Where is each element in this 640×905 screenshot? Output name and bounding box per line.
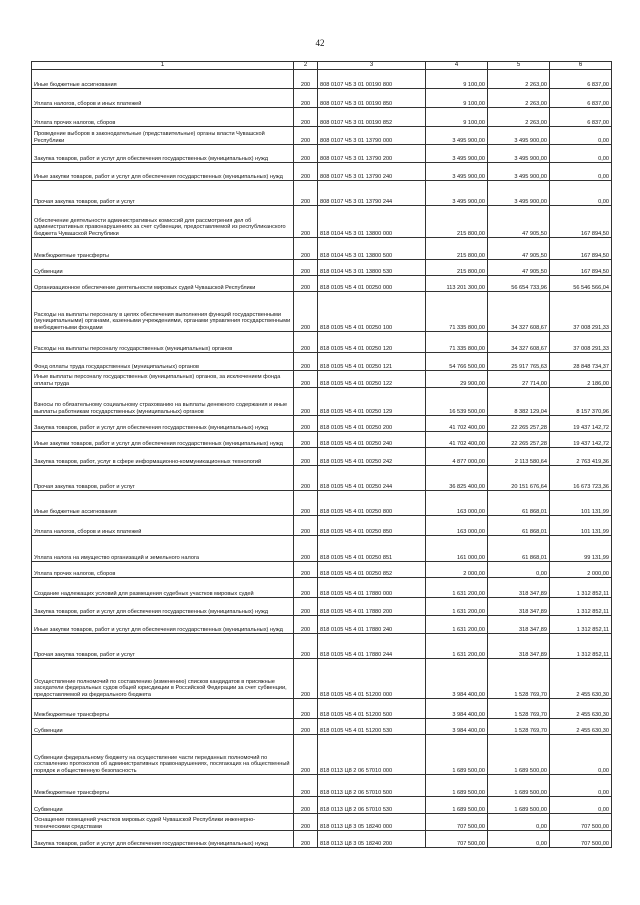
row-approved-cell: 3 495 900,00 (426, 145, 488, 163)
row-classification-cell: 818 0105 Ч5 4 01 00250 200 (318, 416, 426, 432)
table-row (32, 536, 612, 562)
row-name-cell: Иные бюджетные ассигнования (32, 70, 294, 89)
row-approved-cell: 1 631 200,00 (426, 578, 488, 598)
row-code-cell: 200 (294, 145, 318, 163)
row-code-cell: 200 (294, 70, 318, 89)
row-unexecuted-cell: 0,00 (550, 145, 612, 163)
row-unexecuted-cell: 19 437 142,72 (550, 432, 612, 448)
column-header: 6 (550, 62, 612, 70)
table-row (32, 371, 612, 388)
row-approved-cell: 707 500,00 (426, 831, 488, 848)
row-name-cell: Уплата налога на имущество организаций и земельного налога (32, 536, 294, 562)
row-code-cell: 200 (294, 466, 318, 491)
row-approved-cell: 3 495 900,00 (426, 163, 488, 181)
row-code-cell: 200 (294, 371, 318, 388)
row-approved-cell: 2 000,00 (426, 562, 488, 578)
row-classification-cell: 808 0107 Ч5 3 01 13790 000 (318, 127, 426, 145)
row-classification-cell: 818 0105 Ч5 4 01 00250 800 (318, 491, 426, 516)
row-name-cell: Проведение выборов в законодательные (представительные) органы власти Чувашской Республики (32, 127, 294, 145)
row-approved-cell: 3 495 900,00 (426, 127, 488, 145)
row-name-cell: Уплата налогов, сборов и иных платежей (32, 89, 294, 108)
row-approved-cell: 3 984 400,00 (426, 659, 488, 699)
row-executed-cell: 3 495 900,00 (488, 127, 550, 145)
column-number-row (32, 62, 612, 70)
table-row (32, 634, 612, 659)
row-code-cell: 200 (294, 699, 318, 719)
table-row (32, 735, 612, 775)
row-approved-cell: 1 631 200,00 (426, 598, 488, 616)
row-classification-cell: 818 0105 Ч5 4 01 51200 530 (318, 719, 426, 735)
row-executed-cell: 2 263,00 (488, 70, 550, 89)
row-unexecuted-cell: 0,00 (550, 775, 612, 797)
row-executed-cell: 3 495 900,00 (488, 145, 550, 163)
table-row (32, 516, 612, 536)
row-name-cell: Иные выплаты персоналу государственных (муниципальных) органов, за исключением фонда оплаты труда (32, 371, 294, 388)
row-code-cell: 200 (294, 735, 318, 775)
row-classification-cell: 818 0113 Ц8 3 05 18240 000 (318, 814, 426, 831)
row-name-cell: Субвенции (32, 719, 294, 735)
row-executed-cell: 1 528 769,70 (488, 699, 550, 719)
row-approved-cell: 29 900,00 (426, 371, 488, 388)
row-name-cell: Субвенции (32, 260, 294, 276)
row-code-cell: 200 (294, 659, 318, 699)
row-name-cell: Создание надлежащих условий для размещения судебных участков мировых судей (32, 578, 294, 598)
row-classification-cell: 818 0105 Ч5 4 01 51200 000 (318, 659, 426, 699)
row-classification-cell: 808 0107 Ч5 3 01 13790 240 (318, 163, 426, 181)
row-classification-cell: 818 0105 Ч5 4 01 00250 129 (318, 388, 426, 416)
row-name-cell: Уплата прочих налогов, сборов (32, 108, 294, 127)
row-approved-cell: 9 100,00 (426, 108, 488, 127)
row-name-cell: Закупка товаров, работ, услуг в сфере информационно-коммуникационных технологий (32, 448, 294, 466)
row-executed-cell: 34 327 608,67 (488, 332, 550, 353)
row-unexecuted-cell: 167 894,50 (550, 206, 612, 238)
row-executed-cell: 318 347,89 (488, 578, 550, 598)
row-classification-cell: 818 0105 Ч5 4 01 00250 100 (318, 292, 426, 332)
row-approved-cell: 71 335 800,00 (426, 292, 488, 332)
row-name-cell: Иные закупки товаров, работ и услуг для обеспечения государственных (муниципальных) нужд (32, 616, 294, 634)
row-executed-cell: 22 265 257,28 (488, 432, 550, 448)
column-header: 3 (318, 62, 426, 70)
row-classification-cell: 818 0105 Ч5 4 01 00250 240 (318, 432, 426, 448)
row-unexecuted-cell: 167 894,50 (550, 238, 612, 260)
row-executed-cell: 2 263,00 (488, 108, 550, 127)
column-header: 2 (294, 62, 318, 70)
row-classification-cell: 818 0104 Ч5 3 01 13800 530 (318, 260, 426, 276)
row-classification-cell: 818 0105 Ч5 4 01 00250 850 (318, 516, 426, 536)
row-unexecuted-cell: 2 186,00 (550, 371, 612, 388)
row-name-cell: Оснащение помещений участков мировых судей Чувашской Республики инженерно-техническими средствами (32, 814, 294, 831)
row-classification-cell: 808 0107 Ч5 3 01 00190 852 (318, 108, 426, 127)
table-row (32, 127, 612, 145)
row-approved-cell: 1 689 500,00 (426, 797, 488, 814)
row-unexecuted-cell: 707 500,00 (550, 831, 612, 848)
table-row (32, 831, 612, 848)
row-unexecuted-cell: 37 008 291,33 (550, 332, 612, 353)
row-unexecuted-cell: 6 837,00 (550, 89, 612, 108)
row-code-cell: 200 (294, 719, 318, 735)
row-classification-cell: 818 0105 Ч5 4 01 00250 851 (318, 536, 426, 562)
row-unexecuted-cell: 28 848 734,37 (550, 353, 612, 371)
row-name-cell: Субвенции (32, 797, 294, 814)
row-approved-cell: 215 800,00 (426, 260, 488, 276)
row-executed-cell: 61 868,01 (488, 491, 550, 516)
row-approved-cell: 3 984 400,00 (426, 719, 488, 735)
row-approved-cell: 163 000,00 (426, 516, 488, 536)
row-code-cell: 200 (294, 562, 318, 578)
row-name-cell: Закупка товаров, работ и услуг для обеспечения государственных (муниципальных) нужд (32, 831, 294, 848)
row-classification-cell: 808 0107 Ч5 3 01 13790 244 (318, 181, 426, 206)
table-row (32, 699, 612, 719)
row-code-cell: 200 (294, 491, 318, 516)
row-executed-cell: 25 917 765,63 (488, 353, 550, 371)
row-name-cell: Прочая закупка товаров, работ и услуг (32, 634, 294, 659)
row-executed-cell: 61 868,01 (488, 516, 550, 536)
row-executed-cell: 1 689 500,00 (488, 797, 550, 814)
table-row (32, 332, 612, 353)
budget-table (31, 61, 612, 848)
row-unexecuted-cell: 101 131,99 (550, 516, 612, 536)
row-unexecuted-cell: 1 312 852,11 (550, 578, 612, 598)
row-unexecuted-cell: 0,00 (550, 797, 612, 814)
row-code-cell: 200 (294, 616, 318, 634)
row-approved-cell: 161 000,00 (426, 536, 488, 562)
row-name-cell: Осуществление полномочий по составлению (изменению) списков кандидатов в присяжные заседатели федеральных судов общей юрисдикции в Российской Федерации за счет субвенции, предоставляемой из федерального бюджета (32, 659, 294, 699)
table-row (32, 388, 612, 416)
row-classification-cell: 808 0107 Ч5 3 01 13790 200 (318, 145, 426, 163)
table-row (32, 814, 612, 831)
row-name-cell: Прочая закупка товаров, работ и услуг (32, 181, 294, 206)
row-classification-cell: 818 0113 Ц8 2 06 57010 000 (318, 735, 426, 775)
row-unexecuted-cell: 0,00 (550, 163, 612, 181)
row-classification-cell: 818 0105 Ч5 4 01 00250 242 (318, 448, 426, 466)
row-approved-cell: 9 100,00 (426, 89, 488, 108)
table-row (32, 775, 612, 797)
row-executed-cell: 318 347,89 (488, 616, 550, 634)
row-approved-cell: 3 984 400,00 (426, 699, 488, 719)
row-approved-cell: 9 100,00 (426, 70, 488, 89)
row-unexecuted-cell: 707 500,00 (550, 814, 612, 831)
row-classification-cell: 818 0105 Ч5 4 01 17880 240 (318, 616, 426, 634)
table-row (32, 416, 612, 432)
row-classification-cell: 808 0107 Ч5 3 01 00190 800 (318, 70, 426, 89)
row-code-cell: 200 (294, 536, 318, 562)
row-unexecuted-cell: 1 312 852,11 (550, 634, 612, 659)
row-executed-cell: 2 113 580,64 (488, 448, 550, 466)
row-executed-cell: 22 265 257,28 (488, 416, 550, 432)
row-executed-cell: 56 654 733,96 (488, 276, 550, 292)
row-executed-cell: 27 714,00 (488, 371, 550, 388)
row-unexecuted-cell: 0,00 (550, 181, 612, 206)
row-unexecuted-cell: 99 131,99 (550, 536, 612, 562)
column-header: 4 (426, 62, 488, 70)
row-approved-cell: 163 000,00 (426, 491, 488, 516)
row-classification-cell: 818 0105 Ч5 4 01 17880 000 (318, 578, 426, 598)
row-approved-cell: 1 689 500,00 (426, 775, 488, 797)
row-name-cell: Организационное обеспечение деятельности мировых судей Чувашской Республики (32, 276, 294, 292)
column-header: 5 (488, 62, 550, 70)
table-row (32, 562, 612, 578)
row-name-cell: Межбюджетные трансферты (32, 775, 294, 797)
row-unexecuted-cell: 19 437 142,72 (550, 416, 612, 432)
row-executed-cell: 3 495 900,00 (488, 181, 550, 206)
row-name-cell: Уплата прочих налогов, сборов (32, 562, 294, 578)
row-classification-cell: 808 0107 Ч5 3 01 00190 850 (318, 89, 426, 108)
row-unexecuted-cell: 56 546 566,04 (550, 276, 612, 292)
row-unexecuted-cell: 16 673 723,36 (550, 466, 612, 491)
row-unexecuted-cell: 2 455 630,30 (550, 719, 612, 735)
row-code-cell: 200 (294, 276, 318, 292)
row-code-cell: 200 (294, 127, 318, 145)
row-unexecuted-cell: 167 894,50 (550, 260, 612, 276)
row-code-cell: 200 (294, 181, 318, 206)
column-header: 1 (32, 62, 294, 70)
table-row (32, 578, 612, 598)
row-approved-cell: 3 495 900,00 (426, 181, 488, 206)
row-classification-cell: 818 0104 Ч5 3 01 13800 500 (318, 238, 426, 260)
row-name-cell: Уплата налогов, сборов и иных платежей (32, 516, 294, 536)
row-unexecuted-cell: 0,00 (550, 735, 612, 775)
table-row (32, 466, 612, 491)
row-name-cell: Иные закупки товаров, работ и услуг для обеспечения государственных (муниципальных) нужд (32, 163, 294, 181)
row-approved-cell: 41 702 400,00 (426, 416, 488, 432)
row-executed-cell: 318 347,89 (488, 634, 550, 659)
row-executed-cell: 1 528 769,70 (488, 719, 550, 735)
row-name-cell: Иные закупки товаров, работ и услуг для обеспечения государственных (муниципальных) нужд (32, 432, 294, 448)
row-classification-cell: 818 0113 Ц8 2 06 57010 530 (318, 797, 426, 814)
row-code-cell: 200 (294, 814, 318, 831)
row-classification-cell: 818 0104 Ч5 3 01 13800 000 (318, 206, 426, 238)
table-row (32, 260, 612, 276)
row-unexecuted-cell: 6 837,00 (550, 70, 612, 89)
row-classification-cell: 818 0105 Ч5 4 01 00250 122 (318, 371, 426, 388)
row-code-cell: 200 (294, 260, 318, 276)
row-code-cell: 200 (294, 163, 318, 181)
row-executed-cell: 61 868,01 (488, 536, 550, 562)
row-code-cell: 200 (294, 831, 318, 848)
row-approved-cell: 1 631 200,00 (426, 634, 488, 659)
row-classification-cell: 818 0105 Ч5 4 01 17880 200 (318, 598, 426, 616)
table-row (32, 292, 612, 332)
row-unexecuted-cell: 2 000,00 (550, 562, 612, 578)
row-approved-cell: 71 335 800,00 (426, 332, 488, 353)
row-executed-cell: 47 905,50 (488, 238, 550, 260)
row-approved-cell: 1 631 200,00 (426, 616, 488, 634)
table-row (32, 432, 612, 448)
table-row (32, 108, 612, 127)
row-approved-cell: 54 766 500,00 (426, 353, 488, 371)
row-name-cell: Обеспечение деятельности административных комиссий для рассмотрения дел об административных правонарушениях за счет субвенции, предоставляемой из республиканского бюджета Чувашской Республики (32, 206, 294, 238)
row-classification-cell: 818 0105 Ч5 4 01 00250 000 (318, 276, 426, 292)
row-approved-cell: 41 702 400,00 (426, 432, 488, 448)
row-code-cell: 200 (294, 448, 318, 466)
table-row (32, 89, 612, 108)
row-code-cell: 200 (294, 332, 318, 353)
row-executed-cell: 0,00 (488, 831, 550, 848)
row-name-cell: Фонд оплаты труда государственных (муниципальных) органов (32, 353, 294, 371)
row-name-cell: Закупка товаров, работ и услуг для обеспечения государственных (муниципальных) нужд (32, 416, 294, 432)
table-row (32, 797, 612, 814)
row-code-cell: 200 (294, 578, 318, 598)
row-executed-cell: 47 905,50 (488, 260, 550, 276)
row-code-cell: 200 (294, 108, 318, 127)
row-code-cell: 200 (294, 292, 318, 332)
row-executed-cell: 8 382 129,04 (488, 388, 550, 416)
row-executed-cell: 2 263,00 (488, 89, 550, 108)
row-code-cell: 200 (294, 89, 318, 108)
page-number: 42 (315, 38, 325, 48)
table-row (32, 206, 612, 238)
row-executed-cell: 3 495 900,00 (488, 163, 550, 181)
row-approved-cell: 36 825 400,00 (426, 466, 488, 491)
row-name-cell: Закупка товаров, работ и услуг для обеспечения государственных (муниципальных) нужд (32, 145, 294, 163)
row-unexecuted-cell: 2 455 630,30 (550, 699, 612, 719)
row-code-cell: 200 (294, 238, 318, 260)
row-classification-cell: 818 0105 Ч5 4 01 00250 244 (318, 466, 426, 491)
row-executed-cell: 318 347,89 (488, 598, 550, 616)
row-code-cell: 200 (294, 634, 318, 659)
table-row (32, 659, 612, 699)
row-approved-cell: 215 800,00 (426, 238, 488, 260)
row-name-cell: Взносы по обязательному социальному страхованию на выплаты денежного содержания и иные выплаты работникам государственных (муниципальных) органов (32, 388, 294, 416)
row-classification-cell: 818 0105 Ч5 4 01 51200 500 (318, 699, 426, 719)
row-unexecuted-cell: 8 157 370,96 (550, 388, 612, 416)
table-row (32, 719, 612, 735)
row-name-cell: Расходы на выплаты персоналу в целях обеспечения выполнения функций государственными (муниципальными) органами, казенными учреждениями, органами управления государственными внебюджетными фондами (32, 292, 294, 332)
table-row (32, 448, 612, 466)
row-name-cell: Расходы на выплаты персоналу государственных (муниципальных) органов (32, 332, 294, 353)
row-classification-cell: 818 0105 Ч5 4 01 17880 244 (318, 634, 426, 659)
row-name-cell: Субвенции федеральному бюджету на осуществление части переданных полномочий по составлению протоколов об административных правонарушениях, посягающих на общественный порядок и общественную безопасность (32, 735, 294, 775)
row-classification-cell: 818 0105 Ч5 4 01 00250 852 (318, 562, 426, 578)
row-executed-cell: 1 689 500,00 (488, 735, 550, 775)
row-executed-cell: 34 327 608,67 (488, 292, 550, 332)
row-code-cell: 200 (294, 432, 318, 448)
table-row (32, 238, 612, 260)
row-classification-cell: 818 0113 Ц8 3 05 18240 200 (318, 831, 426, 848)
row-approved-cell: 215 800,00 (426, 206, 488, 238)
row-classification-cell: 818 0113 Ц8 2 06 57010 500 (318, 775, 426, 797)
table-row (32, 181, 612, 206)
row-name-cell: Прочая закупка товаров, работ и услуг (32, 466, 294, 491)
row-code-cell: 200 (294, 416, 318, 432)
row-code-cell: 200 (294, 598, 318, 616)
row-code-cell: 200 (294, 775, 318, 797)
row-unexecuted-cell: 37 008 291,33 (550, 292, 612, 332)
row-unexecuted-cell: 2 763 419,36 (550, 448, 612, 466)
row-unexecuted-cell: 6 837,00 (550, 108, 612, 127)
row-code-cell: 200 (294, 516, 318, 536)
row-executed-cell: 1 528 769,70 (488, 659, 550, 699)
row-classification-cell: 818 0105 Ч5 4 01 00250 120 (318, 332, 426, 353)
row-approved-cell: 16 539 500,00 (426, 388, 488, 416)
table-row (32, 616, 612, 634)
row-executed-cell: 20 151 676,64 (488, 466, 550, 491)
row-approved-cell: 1 689 500,00 (426, 735, 488, 775)
row-classification-cell: 818 0105 Ч5 4 01 00250 121 (318, 353, 426, 371)
table-row (32, 276, 612, 292)
row-code-cell: 200 (294, 797, 318, 814)
row-code-cell: 200 (294, 388, 318, 416)
row-executed-cell: 1 689 500,00 (488, 775, 550, 797)
table-row (32, 70, 612, 89)
row-code-cell: 200 (294, 206, 318, 238)
table-row (32, 598, 612, 616)
row-unexecuted-cell: 1 312 852,11 (550, 616, 612, 634)
row-executed-cell: 0,00 (488, 562, 550, 578)
row-code-cell: 200 (294, 353, 318, 371)
row-executed-cell: 0,00 (488, 814, 550, 831)
row-approved-cell: 4 877 000,00 (426, 448, 488, 466)
row-unexecuted-cell: 0,00 (550, 127, 612, 145)
row-name-cell: Межбюджетные трансферты (32, 699, 294, 719)
row-name-cell: Межбюджетные трансферты (32, 238, 294, 260)
table-row (32, 163, 612, 181)
row-executed-cell: 47 905,50 (488, 206, 550, 238)
row-unexecuted-cell: 101 131,99 (550, 491, 612, 516)
row-approved-cell: 113 201 300,00 (426, 276, 488, 292)
row-unexecuted-cell: 2 455 630,30 (550, 659, 612, 699)
row-approved-cell: 707 500,00 (426, 814, 488, 831)
row-name-cell: Иные бюджетные ассигнования (32, 491, 294, 516)
row-name-cell: Закупка товаров, работ и услуг для обеспечения государственных (муниципальных) нужд (32, 598, 294, 616)
table-row (32, 145, 612, 163)
table-row (32, 353, 612, 371)
table-row (32, 491, 612, 516)
row-unexecuted-cell: 1 312 852,11 (550, 598, 612, 616)
